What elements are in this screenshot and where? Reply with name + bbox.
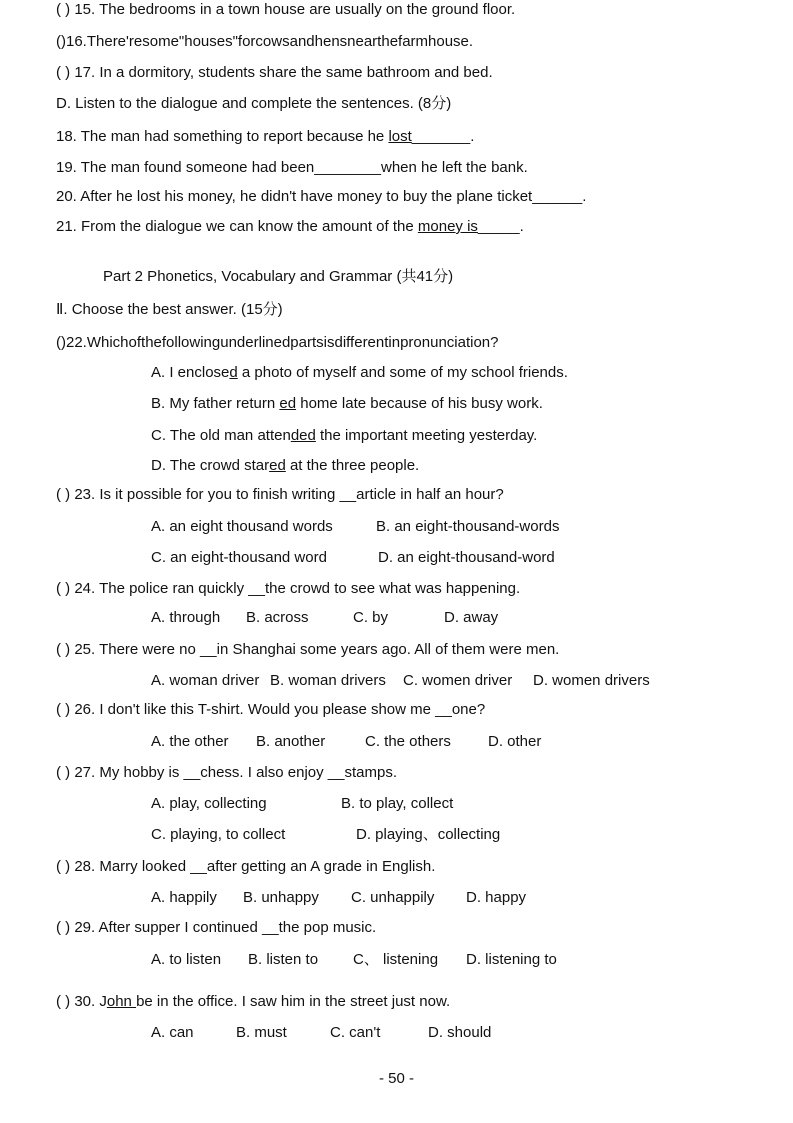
q22-b-pre: B. My father return: [151, 395, 280, 412]
q27-option-a: A. play, collecting: [151, 795, 267, 812]
question-30-stem: [56, 992, 450, 1012]
q22-option-b: [151, 394, 543, 414]
q22-c-pre: C. The old man atten: [151, 427, 291, 444]
question-18: [56, 127, 474, 147]
question-15: ( ) 15. The bedrooms in a town house are usually on the ground floor.: [56, 1, 516, 18]
q22-a-underlined: d: [229, 364, 238, 381]
q21-end: .: [519, 218, 524, 235]
q18-underlined: lost: [388, 128, 412, 145]
question-27-stem: ( ) 27. My hobby is __chess. I also enjoy __stamps.: [56, 764, 397, 781]
question-25-stem: ( ) 25. There were no __in Shanghai some years ago. All of them were men.: [56, 641, 560, 658]
q26-option-d: D. other: [488, 733, 542, 750]
q22-c-post: the important meeting yesterday.: [315, 427, 538, 444]
q26-option-a: A. the other: [151, 733, 229, 750]
q24-option-a: A. through: [151, 609, 221, 626]
q28-option-b: B. unhappy: [243, 889, 319, 906]
q29-option-a: A. to listen: [151, 951, 222, 968]
q26-option-c: C. the others: [365, 733, 451, 750]
q30-option-a: A. can: [151, 1024, 194, 1041]
q22-option-a: [151, 363, 568, 383]
q22-d-post: at the three people.: [285, 457, 420, 474]
q18-end: .: [470, 128, 475, 145]
q30-option-d: D. should: [428, 1024, 492, 1041]
q25-option-a: A. woman driver: [151, 672, 260, 689]
q29-option-d: D. listening to: [466, 951, 557, 968]
q27-option-c: C. playing, to collect: [151, 826, 286, 843]
q18-text: 18. The man had something to report because he: [56, 128, 389, 145]
q22-a-post: a photo of myself and some of my school friends.: [237, 364, 568, 381]
q22-option-d: [151, 456, 419, 476]
q26-option-b: B. another: [256, 733, 326, 750]
q30-pre: ( ) 30. J: [56, 993, 107, 1010]
q27-option-b: B. to play, collect: [341, 795, 454, 812]
question-24-stem: ( ) 24. The police ran quickly __the crowd to see what was happening.: [56, 580, 521, 597]
q22-b-post: home late because of his busy work.: [296, 395, 543, 412]
q23-option-b: B. an eight-thousand-words: [376, 518, 560, 535]
q22-b-underlined: ed: [279, 395, 297, 412]
section-d-heading: D. Listen to the dialogue and complete the sentences. (8分): [56, 95, 452, 112]
question-23-stem: ( ) 23. Is it possible for you to finish writing __article in half an hour?: [56, 486, 504, 503]
q22-c-underlined: ded: [290, 427, 316, 444]
q23-option-d: D. an eight-thousand-word: [378, 549, 555, 566]
question-17: ( ) 17. In a dormitory, students share the same bathroom and bed.: [56, 64, 493, 81]
q30-underlined: ohn: [106, 993, 137, 1010]
q28-option-c: C. unhappily: [351, 889, 435, 906]
q27-option-d: D. playing、collecting: [356, 826, 501, 843]
q30-option-b: B. must: [236, 1024, 287, 1041]
question-21: [56, 217, 524, 237]
q23-option-c: C. an eight-thousand word: [151, 549, 327, 566]
question-16: ()16.There'resome"houses"forcowsandhensnearthefarmhouse.: [56, 33, 474, 50]
q24-option-b: B. across: [246, 609, 309, 626]
question-19: 19. The man found someone had been________when he left the bank.: [56, 159, 528, 176]
question-20: 20. After he lost his money, he didn't have money to buy the plane ticket______.: [56, 188, 587, 205]
part-2-heading: Part 2 Phonetics, Vocabulary and Grammar (共41分): [103, 268, 454, 285]
page-number: - 50 -: [378, 1070, 414, 1087]
question-26-stem: ( ) 26. I don't like this T-shirt. Would you please show me __one?: [56, 701, 486, 718]
question-29-stem: ( ) 29. After supper I continued __the pop music.: [56, 919, 377, 936]
q21-text: 21. From the dialogue we can know the amount of the: [56, 218, 418, 235]
q21-blank: _____: [477, 218, 520, 235]
q23-option-a: A. an eight thousand words: [151, 518, 333, 535]
q25-option-b: B. woman drivers: [270, 672, 386, 689]
q28-option-a: A. happily: [151, 889, 217, 906]
q25-option-c: C. women driver: [403, 672, 513, 689]
q25-option-d: D. women drivers: [533, 672, 650, 689]
q22-option-c: [151, 426, 537, 446]
q18-blank: _______: [411, 128, 471, 145]
q30-post: be in the office. I saw him in the street just now.: [136, 993, 451, 1010]
q21-underlined: money is: [417, 218, 478, 235]
q28-option-d: D. happy: [466, 889, 527, 906]
q30-option-c: C. can't: [330, 1024, 381, 1041]
q24-option-d: D. away: [444, 609, 499, 626]
q29-option-b: B. listen to: [248, 951, 319, 968]
q29-option-c: C、 listening: [353, 951, 439, 968]
question-22-stem: ()22.Whichofthefollowingunderlinedpartsisdifferentinpronunciation?: [56, 334, 499, 351]
section-ii-heading: Ⅱ. Choose the best answer. (15分): [56, 301, 283, 318]
question-28-stem: ( ) 28. Marry looked __after getting an A grade in English.: [56, 858, 436, 875]
q22-d-pre: D. The crowd star: [151, 457, 270, 474]
q22-a-pre: A. I enclose: [151, 364, 230, 381]
q24-option-c: C. by: [353, 609, 389, 626]
q22-d-underlined: ed: [269, 457, 286, 474]
